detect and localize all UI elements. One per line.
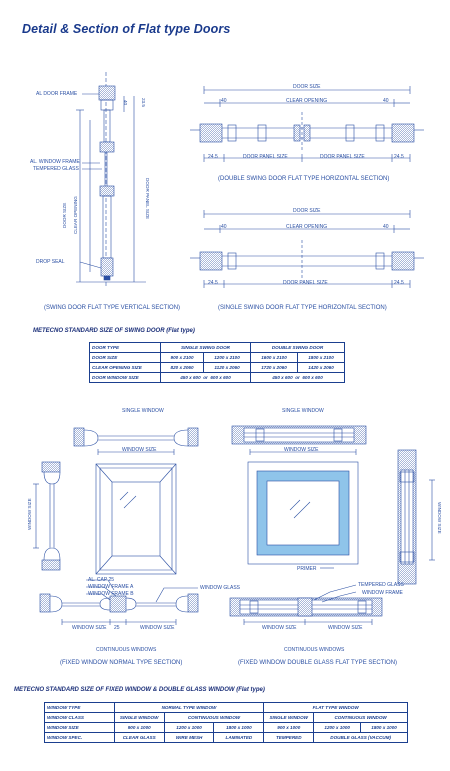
dw-window-size-v: WINDOW SIZE xyxy=(437,502,442,534)
table-cell: 1800 x 1000 xyxy=(214,723,264,733)
ds-door-size: DOOR SIZE xyxy=(293,84,321,90)
dim-40-label: 40 xyxy=(123,100,128,106)
table-cell xyxy=(251,373,345,383)
tempered-glass-label: TEMPERED GLASS xyxy=(33,166,79,172)
nw-ws-mid: 25 xyxy=(114,625,120,631)
cell-value: 450 x 600 xyxy=(272,375,293,380)
dw-ws1: WINDOW SIZE xyxy=(262,625,297,631)
table-row xyxy=(45,723,408,733)
ss-dim-bl: 24.5 xyxy=(208,280,218,286)
row-label: DOOR SIZE xyxy=(90,353,161,363)
table-cell: 900 x 1000 xyxy=(264,723,314,733)
table-cell: DOUBLE GLASS (VACCUM) xyxy=(314,733,408,743)
normal-window-caption: (FIXED WINDOW NORMAL TYPE SECTION) xyxy=(60,660,183,666)
row-label: WINDOW SPEC. xyxy=(45,733,115,743)
door-table-heading: METECNO STANDARD SIZE OF SWING DOOR (Flat type) xyxy=(33,328,195,334)
clear-opening-label: CLEAR OPENING xyxy=(73,196,78,234)
nw-window-size: WINDOW SIZE xyxy=(122,447,157,453)
table-cell: 1120 x 2060 xyxy=(204,363,251,373)
nw-ws1: WINDOW SIZE xyxy=(72,625,107,631)
ds-clear-opening: CLEAR OPENING xyxy=(286,98,328,104)
dw-continuous: CONTINUOUS WINDOWS xyxy=(284,647,345,653)
ss-dim-right: 40 xyxy=(383,224,389,230)
table-row xyxy=(90,373,345,383)
or-separator: or xyxy=(203,375,208,380)
drop-seal-label: DROP SEAL xyxy=(36,259,65,265)
door-panel-size-label: DOOR PANEL SIZE xyxy=(145,178,150,220)
window-size-table xyxy=(44,702,408,743)
ss-panel-size: DOOR PANEL SIZE xyxy=(283,280,328,286)
table-row xyxy=(45,713,408,723)
header-cell: NORMAL TYPE WINDOW xyxy=(114,703,264,713)
header-cell: DOUBLE SWING DOOR xyxy=(251,343,345,353)
ss-dim-br: 24.5 xyxy=(394,280,404,286)
table-cell: TEMPERED xyxy=(264,733,314,743)
table-cell: CLEAR GLASS xyxy=(114,733,164,743)
window-table-heading: METECNO STANDARD SIZE OF FIXED WINDOW & DOUBLE GLASS WINDOW (Flat type) xyxy=(14,687,265,693)
table-row xyxy=(90,363,345,373)
ds-panel-size-2: DOOR PANEL SIZE xyxy=(320,154,365,160)
single-swing-caption: (SINGLE SWING DOOR FLAT TYPE HORIZONTAL SECTION) xyxy=(218,305,387,311)
nw-window-glass: WINDOW GLASS xyxy=(200,585,241,591)
table-cell: 1200 x 2100 xyxy=(204,353,251,363)
header-cell: SINGLE SWING DOOR xyxy=(161,343,251,353)
ss-door-size: DOOR SIZE xyxy=(293,208,321,214)
double-window-caption: (FIXED WINDOW DOUBLE GLASS FLAT TYPE SECTION) xyxy=(238,660,398,666)
dw-tempered-glass: TEMPERED GLASS xyxy=(358,582,404,588)
table-cell: LAMINATED xyxy=(214,733,264,743)
page-title: Detail & Section of Flat type Doors xyxy=(22,22,231,36)
cell-value: 600 x 600 xyxy=(302,375,323,380)
table-cell: 1200 x 1000 xyxy=(314,723,361,733)
table-cell: SINGLE WINDOW xyxy=(264,713,314,723)
ds-dim-left: 40 xyxy=(221,98,227,104)
dw-primer: PRIMER xyxy=(297,566,317,572)
al-window-frame-label: AL. WINDOW FRAME xyxy=(30,159,80,165)
door-size-label: DOOR SIZE xyxy=(62,202,67,228)
table-cell: WIRE MESH xyxy=(164,733,214,743)
nw-single-window: SINGLE WINDOW xyxy=(122,408,164,414)
row-label: WINDOW CLASS xyxy=(45,713,115,723)
nw-ws2: WINDOW SIZE xyxy=(140,625,175,631)
double-window-drawing xyxy=(230,426,435,625)
table-cell: 1600 x 2100 xyxy=(251,353,298,363)
ss-dim-left: 40 xyxy=(221,224,227,230)
header-cell: DOOR TYPE xyxy=(90,343,161,353)
table-cell: CONTINUOUS WINDOW xyxy=(164,713,264,723)
door-vertical-section xyxy=(76,72,146,286)
single-swing-section xyxy=(190,210,424,288)
nw-frame-b: WINDOW FRAME B xyxy=(88,591,134,597)
table-row xyxy=(90,343,345,353)
table-cell: 1200 x 1000 xyxy=(164,723,214,733)
cell-value: 600 x 600 xyxy=(210,375,231,380)
table-cell: 1800 x 1000 xyxy=(361,723,408,733)
ds-panel-size-1: DOOR PANEL SIZE xyxy=(243,154,288,160)
header-cell: WINDOW TYPE xyxy=(45,703,115,713)
dim-top-label: 23.5 xyxy=(141,98,146,107)
dw-ws2: WINDOW SIZE xyxy=(328,625,363,631)
table-cell: 900 x 1000 xyxy=(114,723,164,733)
table-row xyxy=(90,353,345,363)
nw-continuous: CONTINUOUS WINDOWS xyxy=(96,647,157,653)
header-cell: FLAT TYPE WINDOW xyxy=(264,703,408,713)
table-row xyxy=(45,703,408,713)
row-label: DOOR WINDOW SIZE xyxy=(90,373,161,383)
al-door-frame-label: AL DOOR FRAME xyxy=(36,91,78,97)
row-label: WINDOW SIZE xyxy=(45,723,115,733)
or-separator: or xyxy=(295,375,300,380)
nw-window-size-v: WINDOW SIZE xyxy=(27,498,32,530)
dw-window-frame: WINDOW FRAME xyxy=(362,590,403,596)
door-vertical-caption: (SWING DOOR FLAT TYPE VERTICAL SECTION) xyxy=(44,305,181,311)
table-cell: SINGLE WINDOW xyxy=(114,713,164,723)
ds-dim-bl: 24.5 xyxy=(208,154,218,160)
cell-value: 450 x 600 xyxy=(180,375,201,380)
ds-dim-br: 24.5 xyxy=(394,154,404,160)
dw-single-window: SINGLE WINDOW xyxy=(282,408,324,414)
double-swing-caption: (DOUBLE SWING DOOR FLAT TYPE HORIZONTAL SECTION) xyxy=(218,176,390,182)
table-cell xyxy=(161,373,251,383)
door-size-table xyxy=(89,342,345,383)
table-cell: 1720 x 2060 xyxy=(251,363,298,373)
nw-al-cap: AL. CAP 25 xyxy=(88,577,115,583)
ds-dim-right: 40 xyxy=(383,98,389,104)
table-cell: 900 x 2100 xyxy=(161,353,204,363)
dw-window-size: WINDOW SIZE xyxy=(284,447,319,453)
table-cell: 1800 x 2100 xyxy=(297,353,344,363)
table-cell: CONTINUOUS WINDOW xyxy=(314,713,408,723)
table-cell: 820 x 2060 xyxy=(161,363,204,373)
ss-clear-opening: CLEAR OPENING xyxy=(286,224,328,230)
table-row xyxy=(45,733,408,743)
row-label: CLEAR OPENING SIZE xyxy=(90,363,161,373)
nw-frame-a: WINDOW FRAME A xyxy=(88,584,134,590)
table-cell: 1420 x 2060 xyxy=(297,363,344,373)
